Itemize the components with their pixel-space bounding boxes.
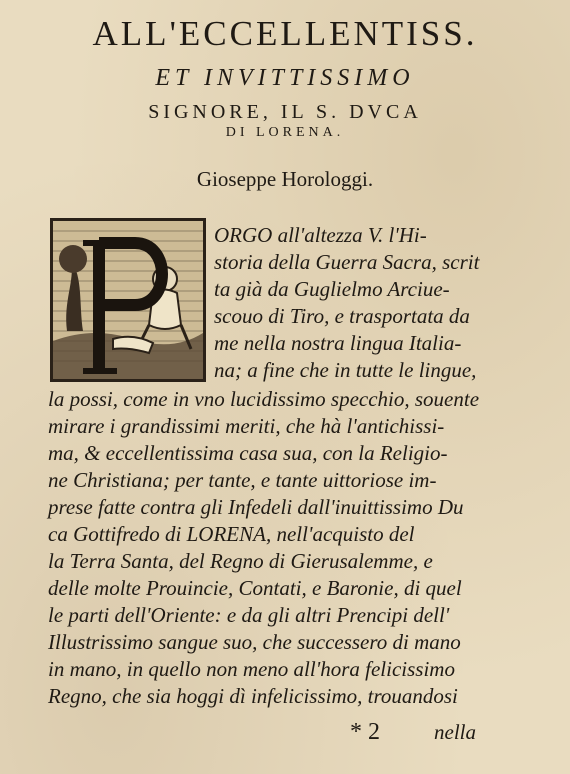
decorated-initial (50, 218, 206, 382)
signature-mark: * 2 (350, 719, 380, 745)
decorated-initial-p-image (53, 221, 203, 379)
dedication-title: ALL'ECCELLENTISS. (92, 14, 478, 53)
author-name: Gioseppe Horologgi. (196, 167, 374, 191)
catchword: nella (434, 720, 476, 744)
body-line-18: Regno, che sia hoggi dì infelicissimo, trouandosi (48, 684, 458, 708)
body-line-7: la possi, come in vno lucidissimo specchio, souente (48, 387, 480, 411)
body-line-5: me nella nostra lingua Italia- (214, 331, 462, 355)
dedication-subtitle: ET INVITTISSIMO (155, 65, 415, 91)
body-line-10: ne Christiana; per tante, e tante uittoriose im- (48, 468, 437, 492)
body-line-8: mirare i grandissimi meriti, che hà l'antichissi- (48, 414, 445, 438)
body-line-11: prese fatte contra gli Infedeli dall'inuittissimo Du (48, 495, 464, 519)
body-line-2: storia della Guerra Sacra, scrit (214, 250, 480, 274)
body-line-6: na; a fine che in tutte le lingue, (214, 358, 477, 382)
body-line-13: la Terra Santa, del Regno di Gierusalemme, e (48, 549, 433, 573)
body-line-9: ma, & eccellentissima casa sua, con la Religio- (48, 441, 448, 465)
body-line-15: le parti dell'Oriente: e da gli altri Prencipi dell' (48, 603, 450, 627)
body-line-17: in mano, in quello non meno all'hora felicissimo (48, 657, 455, 681)
page-footer (0, 718, 570, 748)
dedication-recipient: SIGNORE, IL S. DVCA (148, 101, 422, 123)
body-line-16: Illustrissimo sangue suo, che successero di mano (48, 630, 461, 654)
dedication-place: DI LORENA. (225, 125, 345, 140)
body-line-4: scouo di Tiro, e trasportata da (214, 304, 470, 328)
body-line-1: ORGO all'altezza V. l'Hi- (214, 223, 427, 247)
body-line-12: ca Gottifredo di LORENA, nell'acquisto del (48, 522, 415, 546)
body-line-3: ta già da Guglielmo Arciue- (214, 277, 450, 301)
body-line-14: delle molte Prouincie, Contati, e Baronie, di quel (48, 576, 462, 600)
